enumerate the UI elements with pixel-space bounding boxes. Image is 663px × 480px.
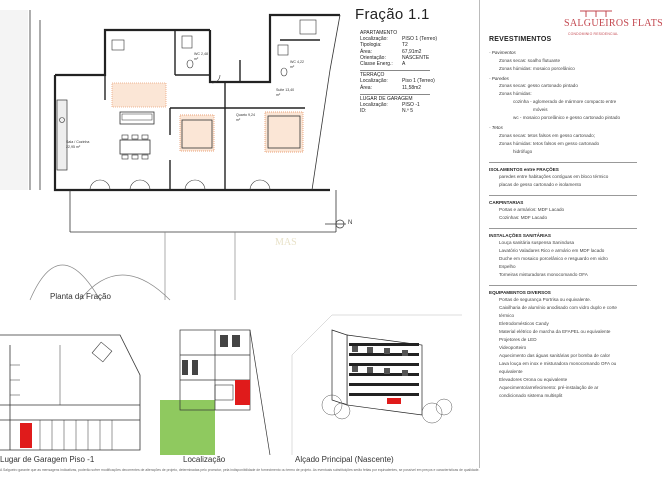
- terrace-info-label: Localização:: [360, 78, 388, 85]
- apartment-info-label: Área:: [360, 48, 372, 55]
- garage-info-value: PISO -1: [402, 101, 420, 108]
- room-label-wc1: WC 2,48 m²: [194, 52, 208, 61]
- specs-title: REVESTIMENTOS: [489, 36, 552, 43]
- brand-logo: [564, 8, 663, 48]
- spec-item: Duche em mosaico porcelânico e resguardo em vidro: [499, 255, 608, 261]
- garage-plan-thumbnail: [0, 325, 150, 455]
- spec-item: Espelho: [499, 263, 516, 269]
- garage-title: LUGAR DE GARAGEM: [360, 94, 430, 102]
- spec-heading-pavimentos: - Pavimentos: [489, 50, 516, 55]
- disclaimer-text: A Salgueiro garante que as mensagens indicativas, poderão sofrer modificações decorrentes de alterações de projeto, determinadas pelo promotor, pela indisponibilidade de fornecimento ou termo de projeto. As eventuais substituições serão feitas por equivalentes, se possível em preços e características de qualidade.: [0, 468, 480, 472]
- spec-heading-tetos: - Tetos: [489, 125, 503, 130]
- terrace-info-label: Área:: [360, 84, 372, 91]
- svg-text:MAS: MAS: [275, 237, 297, 248]
- apartment-info-label: Classe Energ.:: [360, 60, 393, 67]
- apartment-info-value: PISO 1 (Terreo): [402, 36, 438, 43]
- specs-body: [489, 47, 639, 400]
- plan-label: Planta da Fração: [50, 292, 111, 301]
- fraction-title: Fração 1.1: [355, 6, 430, 23]
- specifications-panel: [484, 0, 663, 468]
- spec-divider: [489, 162, 637, 163]
- spec-item: cozinha - aglomerado de mármore compacto entre: [513, 99, 617, 104]
- garage-info-label: Localização:: [360, 101, 388, 108]
- spec-item: Zonas secas: tetos falsos em gesso cartonado;: [499, 132, 596, 138]
- spec-item: Portas e armários: MDF Lacado: [499, 206, 565, 212]
- location-thumbnail: [160, 330, 290, 455]
- room-label-bedroom: Quarto 9,24 m²: [236, 113, 255, 122]
- elevation-thumbnail: [292, 315, 462, 455]
- spec-item: condicionado sistema multisplit: [499, 392, 563, 398]
- spec-divider: [489, 195, 637, 196]
- spec-item: Zonas húmidas: tetos falsos em gesso cartonado: [499, 140, 600, 146]
- spec-heading-isolamentos: ISOLAMENTOS entre FRAÇÕES: [489, 166, 559, 172]
- spec-item: hidrófugo: [513, 148, 533, 154]
- green-area: [160, 400, 215, 455]
- spec-item: Louça sanitária suspensa Sanindusa: [499, 239, 575, 245]
- spec-item: móveis: [533, 107, 548, 112]
- spec-item: Lavatório Valadares Rico e armário em MDF lacado: [499, 247, 605, 253]
- apartment-info-value: 67,91m2: [402, 48, 422, 55]
- elevation-highlight: [387, 398, 401, 404]
- roof-logo-icon: [578, 8, 614, 17]
- spec-item: Portas de segurança Portrisa ou equivalente.: [499, 296, 591, 302]
- apartment-info-value: A: [402, 60, 406, 67]
- brand-tagline: CONDOMINIO RESIDENCIAL: [568, 32, 619, 36]
- room-label-suite: Suite 13,40 m²: [276, 88, 295, 97]
- garage-spot-highlight: [20, 423, 32, 448]
- spec-heading-instalacoes: INSTALAÇÕES SANITÁRIAS: [489, 232, 551, 238]
- fraction-info: [360, 30, 475, 114]
- terrace-title: TERRAÇO: [360, 70, 430, 78]
- apartment-info-value: NASCENTE: [402, 54, 430, 61]
- terrace-info-value: Piso 1 (Terreo): [402, 78, 435, 85]
- spec-item: Elevadores Orona ou equivalente: [499, 376, 568, 382]
- apartment-info-label: Localização:: [360, 36, 388, 43]
- spec-heading-paredes: - Paredes: [489, 75, 509, 81]
- garage-info-value: N.º 5: [402, 108, 413, 115]
- location-label: Localização: [183, 455, 226, 464]
- location-highlight: [235, 380, 250, 405]
- spec-item: Torneiras misturadoras monocomando OFA: [499, 271, 588, 277]
- spec-item: Zonas húmidas: mosaico porcelânico: [499, 65, 575, 71]
- spec-item: equivalente: [499, 368, 523, 374]
- apartment-info-value: T2: [402, 42, 408, 49]
- spec-heading-carpintarias: CARPINTARIAS: [489, 199, 524, 205]
- spec-item: Material elétrico de marcha da EFAPEL ou equivalente: [499, 328, 611, 334]
- floor-plan: [0, 0, 360, 300]
- spec-item: Cozinhas: MDF Lacado: [499, 214, 548, 220]
- brand-name: SALGUEIROS FLATS: [564, 18, 663, 29]
- spec-item: Lava louça em inox e misturadora monocomando OFA ou: [499, 360, 617, 366]
- spec-item: Projetores de LED: [499, 336, 537, 342]
- spec-item: wc - mosaico porcelânico e gesso cartonado pintado: [513, 115, 620, 120]
- garage-info-label: ID:: [360, 108, 367, 115]
- north-arrow-icon: [325, 220, 346, 228]
- spec-item: Zonas húmidas:: [499, 91, 532, 96]
- spec-item: Videoporteiro: [499, 344, 527, 350]
- apartment-title: APARTAMENTO: [360, 30, 398, 36]
- spec-item: paredes entre habitações contíguas em bloco térmico: [499, 173, 609, 179]
- garage-info-row: [360, 108, 475, 114]
- column-divider: [479, 0, 480, 468]
- room-label-living: Sala / Cozinha 22,95 m²: [66, 140, 90, 149]
- room-label-wc2: WC 4,22 m²: [290, 60, 304, 69]
- terrace-info-row: [360, 85, 475, 91]
- apartment-info-row: [360, 61, 475, 67]
- spec-item: Zonas secas: soalho flutuante: [499, 57, 561, 63]
- apartment-info-label: Orientação:: [360, 54, 386, 61]
- north-label: N: [348, 220, 353, 226]
- spec-item: Aquecimento/arrefecimento: pré-instalação de ar: [499, 384, 599, 390]
- apartment-info-label: Tipologia:: [360, 42, 382, 49]
- garage-label: Lugar de Garagem Piso -1: [0, 455, 95, 464]
- spec-item: Aquecimento das águas sanitárias por bomba de calor: [499, 352, 611, 358]
- spec-heading-equipamentos: EQUIPAMENTOS DIVERSOS: [489, 289, 551, 295]
- terrace-info-value: 11,58m2: [402, 84, 422, 91]
- spec-item: placas de gesso cartonado e isolamento: [499, 181, 582, 187]
- spec-item: Zonas secas: gesso cartonado pintado: [499, 83, 578, 88]
- spec-item: Caixilharia de alumínio anodisado com vidro duplo e corte: [499, 304, 617, 310]
- spec-divider: [489, 285, 637, 286]
- elevation-label: Alçado Principal (Nascente): [295, 455, 394, 464]
- spec-divider: [489, 228, 637, 229]
- spec-item: térmico: [499, 312, 515, 318]
- spec-item: Eletrodomésticos Candy: [499, 320, 549, 326]
